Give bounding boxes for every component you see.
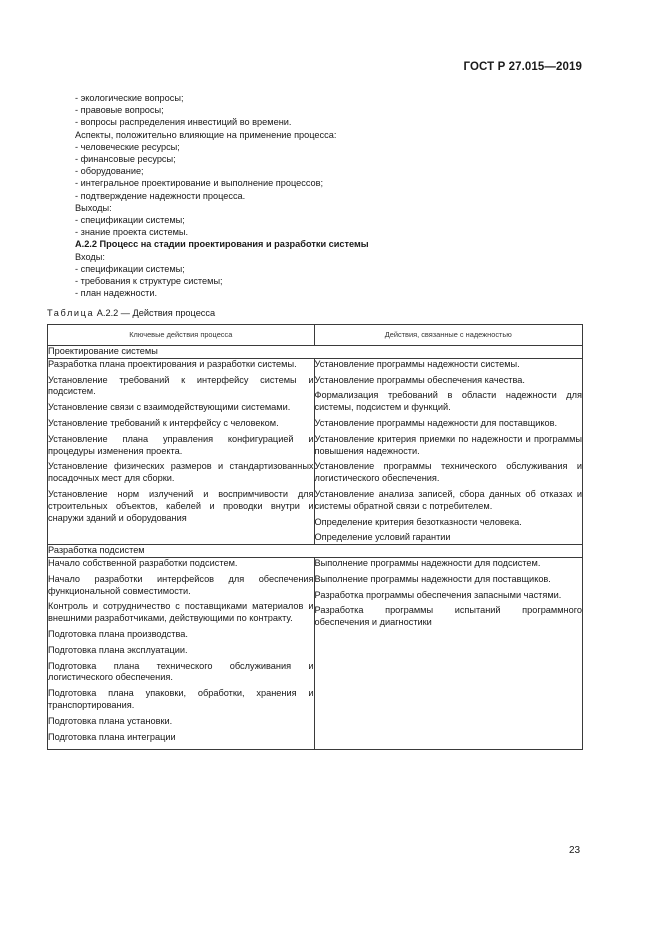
list-item: Выполнение программы надежности для поставщиков. [314,573,551,584]
list-item: Подготовка плана технического обслуживания и логистического обеспечения. [48,660,314,683]
document-code: ГОСТ Р 27.015—2019 [463,61,582,73]
list-item: Контроль и сотрудничество с поставщиками материалов и внешними разработчиками, действующими по контракту. [48,601,314,624]
list-item: Разработка программы испытаний программного обеспечения и диагностики [314,605,582,628]
list-item: Начало собственной разработки подсистем. [48,557,238,568]
intro-line: - план надежности. [75,288,158,299]
table-caption [47,308,215,318]
list-item: Установление программы технического обслуживания и логистического обеспечения. [314,461,582,484]
process-actions-table [47,324,583,750]
list-item: Установление требований к интерфейсу системы и подсистем. [48,374,314,397]
table-header-row [48,325,583,346]
intro-line: - финансовые ресурсы; [75,154,176,165]
key-actions-cell [48,358,315,544]
table-caption-prefix: Таблица [47,308,95,318]
list-item: Формализация требований в области надежности для системы, подсистем и функций. [314,390,582,413]
list-item: Установление плана управления конфигурацией и процедуры изменения проекта. [48,433,314,456]
intro-line: - спецификации системы; [75,263,185,274]
column-header-dependability-actions: Действия, связанные с надежностью [314,325,582,346]
section-title: Разработка подсистем [48,545,583,558]
list-item: Установление программы надежности системы. [314,358,520,369]
dependability-actions-cell [314,557,582,749]
intro-text [75,92,595,299]
intro-line: - подтверждение надежности процесса. [75,190,246,201]
intro-line: - интегральное проектирование и выполнение процессов; [75,178,324,189]
list-item: Установление требований к интерфейсу с человеком. [48,417,279,428]
list-item: Начало разработки интерфейсов для обеспечения функциональной совместимости. [48,573,314,596]
list-item: Установление физических размеров и стандартизованных посадочных мест для сборки. [48,461,314,484]
intro-line: - экологические вопросы; [75,93,184,103]
intro-line: Входы: [75,251,105,262]
list-item: Выполнение программы надежности для подсистем. [314,557,541,568]
section-heading: A.2.2 Процесс на стадии проектирования и разработки системы [75,239,369,250]
list-item: Установление программы обеспечения качества. [314,374,525,385]
dependability-actions-cell [314,358,582,544]
list-item: Подготовка плана установки. [48,715,173,726]
list-item: Установление критерия приемки по надежности и программы повышения надежности. [314,433,582,456]
intro-line: - человеческие ресурсы; [75,141,180,152]
list-item: Разработка плана проектирования и разработки системы. [48,358,297,369]
page-number: 23 [569,845,581,856]
list-item: Подготовка плана упаковки, обработки, хранения и транспортирования. [48,688,314,710]
section-title: Проектирование системы [48,346,583,359]
column-header-key-actions: Ключевые действия процесса [48,325,315,346]
table-row [48,358,583,544]
intro-line: - спецификации системы; [75,215,185,226]
list-item: Разработка программы обеспечения запасными частями. [314,589,562,600]
list-item: Определение условий гарантии [314,532,451,543]
section-row [48,346,583,359]
list-item: Подготовка плана интеграции [48,731,176,742]
intro-line: - правовые вопросы; [75,105,164,116]
section-row [48,545,583,558]
key-actions-cell [48,557,315,749]
table-row [48,557,583,749]
intro-line: - оборудование; [75,166,144,177]
list-item: Установление норм излучений и воспримчивости для строительных объектов, кабелей и проводки внутри и снаружи зданий и оборудования [48,488,314,523]
intro-line: - требования к структуре системы; [75,276,223,287]
list-item: Установление анализа записей, сбора данных об отказах и системы обратной связи с потребителем. [314,488,582,511]
intro-line: - знание проекта системы. [75,227,189,238]
list-item: Установление программы надежности для поставщиков. [314,417,558,428]
intro-line: - вопросы распределения инвестиций во времени. [75,117,292,128]
list-item: Подготовка плана производства. [48,628,188,639]
list-item: Установление связи с взаимодействующими системами. [48,402,291,413]
intro-line: Аспекты, положительно влияющие на применение процесса: [75,129,337,140]
table-caption-text: А.2.2 — Действия процесса [94,308,216,318]
list-item: Подготовка плана эксплуатации. [48,644,188,655]
intro-line: Выходы: [75,202,112,213]
list-item: Определение критерия безотказности человека. [314,516,522,527]
